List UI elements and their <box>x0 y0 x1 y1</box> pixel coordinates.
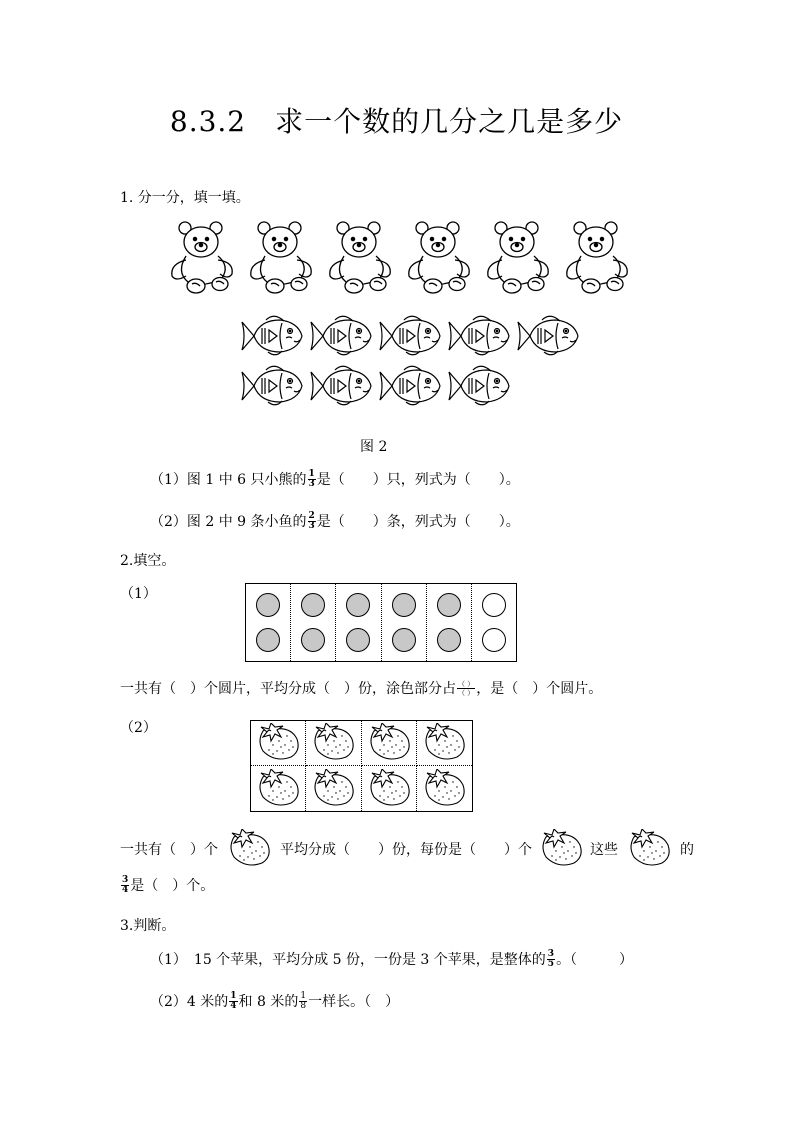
fish-image <box>238 364 304 408</box>
text: （2）图 2 中 9 条小鱼的 <box>150 514 307 530</box>
blank-fraction <box>457 680 475 697</box>
strawberry-image <box>419 723 469 763</box>
fish-image <box>307 314 373 358</box>
strawberries-figure <box>250 720 473 812</box>
fish-image <box>376 364 442 408</box>
text: 一共有（ ）个圆片，平均分成（ ）份，涂色部分占 <box>120 681 456 697</box>
text: （1）图 1 中 6 只小熊的 <box>150 472 307 488</box>
strawberry-cell <box>306 766 361 811</box>
fish-image <box>238 314 304 358</box>
text: 是（ ）条，列式为（ ）。 <box>316 514 520 530</box>
strawberry-image <box>308 769 358 809</box>
fish-image <box>445 364 511 408</box>
text: （2）4 米的 <box>150 994 229 1010</box>
fraction-denominator: 4 <box>230 1000 237 1011</box>
fraction-denominator: 5 <box>547 958 555 969</box>
strawberry-image <box>253 769 303 809</box>
empty-disc <box>482 628 506 652</box>
disc-column <box>382 584 427 661</box>
strawberry-image <box>308 723 358 763</box>
strawberry-cell <box>362 721 417 766</box>
question-3-statement-1 <box>150 949 633 969</box>
bear-image <box>324 218 394 296</box>
question-1-part-2 <box>150 511 520 531</box>
fraction <box>308 512 316 531</box>
fraction <box>299 992 307 1011</box>
shaded-disc <box>301 593 325 617</box>
question-2-header: 2.填空。 <box>120 553 176 569</box>
shaded-disc <box>346 593 370 617</box>
strawberry-icon <box>536 829 586 869</box>
text: （1） 15 个苹果，平均分成 5 份，一份是 3 个苹果，是整体的 <box>150 952 546 968</box>
text: ，是（ ）个圆片。 <box>476 681 603 697</box>
strawberry-cell <box>362 766 417 811</box>
strawberry-cell <box>417 721 472 766</box>
bear-image <box>403 218 473 296</box>
bears-group <box>166 218 631 296</box>
shaded-disc <box>301 628 325 652</box>
fraction-numerator: 1 <box>300 990 307 1001</box>
blank-numerator: （ ） <box>458 679 475 688</box>
strawberry-image <box>253 723 303 763</box>
fraction <box>121 876 129 895</box>
fraction <box>229 992 237 1011</box>
question-3-header: 3.判断。 <box>120 918 176 934</box>
fraction-denominator: 4 <box>122 884 129 895</box>
text: 。（ ） <box>556 952 634 968</box>
bear-image <box>245 218 315 296</box>
question-2-part-2-line-1 <box>120 826 694 872</box>
blank-denominator: （ ） <box>458 688 475 697</box>
fraction-numerator: 3 <box>547 948 555 959</box>
shaded-disc <box>256 593 280 617</box>
shaded-disc <box>346 628 370 652</box>
disc-column <box>291 584 336 661</box>
fraction-denominator: 8 <box>300 1000 307 1011</box>
shaded-disc <box>256 628 280 652</box>
disc-column <box>427 584 472 661</box>
discs-figure <box>245 583 517 662</box>
shaded-disc <box>437 593 461 617</box>
bear-image <box>482 218 552 296</box>
shaded-disc <box>437 628 461 652</box>
page-title: 8.3.2 求一个数的几分之几是多少 <box>169 105 624 138</box>
fraction-numerator: 2 <box>308 510 315 521</box>
bear-image <box>166 218 236 296</box>
text: 一共有（ ）个 <box>120 842 218 858</box>
fraction-denominator: 3 <box>308 520 315 531</box>
strawberry-image <box>419 769 469 809</box>
strawberry-cell <box>251 766 306 811</box>
fraction <box>308 470 316 489</box>
fraction-numerator: 1 <box>230 990 237 1001</box>
question-1-header: 1. 分一分，填一填。 <box>120 190 250 206</box>
shaded-disc <box>392 593 416 617</box>
text: 一样长。（ ） <box>308 994 400 1010</box>
question-1-part-1 <box>150 469 520 489</box>
disc-column <box>472 584 516 661</box>
fraction-numerator: 1 <box>308 468 315 479</box>
fish-image <box>514 314 580 358</box>
text: 这些 <box>590 842 618 858</box>
fish-image <box>307 364 373 408</box>
text: 平均分成（ ）份，每份是（ ）个 <box>280 842 532 858</box>
fraction-numerator: 3 <box>122 874 129 885</box>
fish-row-2 <box>238 364 511 408</box>
question-2-part-2-line-2 <box>120 875 214 895</box>
fraction <box>547 950 555 969</box>
strawberry-cell <box>306 721 361 766</box>
disc-column <box>246 584 291 661</box>
figure-caption: 图 2 <box>360 439 388 455</box>
strawberry-icon <box>224 829 274 869</box>
text: 是（ ）个。 <box>130 878 215 894</box>
strawberry-icon <box>624 829 674 869</box>
question-2-part-1-text <box>120 678 602 698</box>
fish-row-1 <box>238 314 580 358</box>
shaded-disc <box>392 628 416 652</box>
empty-disc <box>482 593 506 617</box>
fish-image <box>445 314 511 358</box>
bear-image <box>561 218 631 296</box>
strawberry-cell <box>251 721 306 766</box>
disc-column <box>336 584 381 661</box>
question-3-statement-2 <box>150 991 399 1011</box>
fish-image <box>376 314 442 358</box>
part-label: （2） <box>120 720 157 736</box>
fraction-denominator: 3 <box>308 478 315 489</box>
strawberry-image <box>364 769 414 809</box>
strawberry-cell <box>417 766 472 811</box>
strawberry-image <box>364 723 414 763</box>
text: 是（ ）只，列式为（ ）。 <box>316 472 520 488</box>
text: 的 <box>680 842 694 858</box>
text: 和 8 米的 <box>238 994 299 1010</box>
part-label: （1） <box>120 586 157 602</box>
